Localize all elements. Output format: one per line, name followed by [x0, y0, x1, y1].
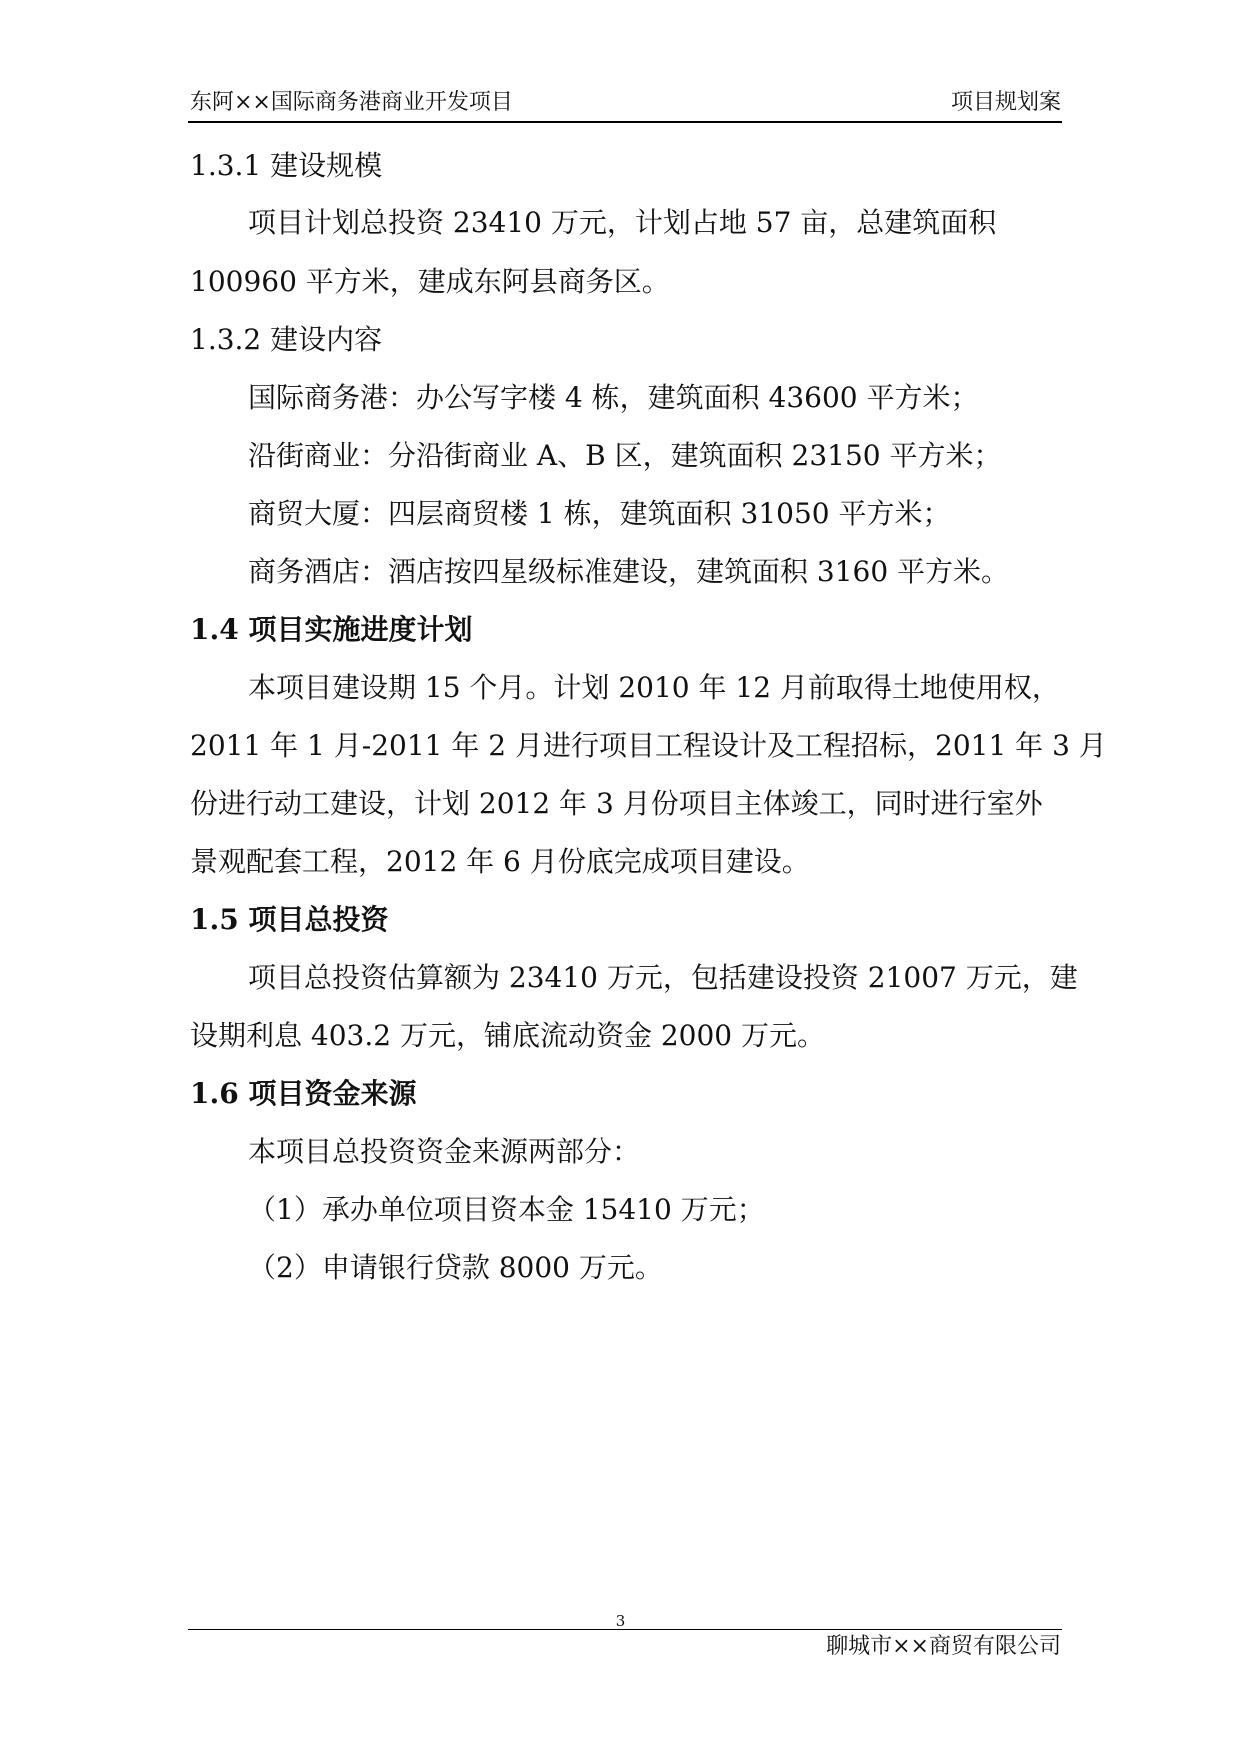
list-item: （2）申请银行贷款 8000 万元。	[248, 1251, 663, 1284]
section-heading-1-6: 1.6 项目资金来源	[190, 1077, 417, 1110]
footer-company: 聊城市××商贸有限公司	[826, 1634, 1061, 1659]
paragraph-line: 设期利息 403.2 万元，铺底流动资金 2000 万元。	[190, 1019, 826, 1052]
content-item: 国际商务港：办公写字楼 4 栋，建筑面积 43600 平方米；	[248, 381, 979, 414]
content-item: 商贸大厦：四层商贸楼 1 栋，建筑面积 31050 平方米；	[248, 497, 951, 530]
paragraph-line: 项目计划总投资 23410 万元，计划占地 57 亩，总建筑面积	[248, 206, 997, 239]
header-project-title: 东阿××国际商务港商业开发项目	[190, 90, 513, 115]
paragraph-line: 本项目总投资资金来源两部分：	[248, 1135, 641, 1168]
paragraph-line: 景观配套工程，2012 年 6 月份底完成项目建设。	[190, 845, 810, 878]
footer-divider	[188, 1629, 1062, 1630]
content-item: 商务酒店：酒店按四星级标准建设，建筑面积 3160 平方米。	[248, 555, 1010, 588]
section-heading-1-4: 1.4 项目实施进度计划	[190, 613, 473, 646]
header-doc-type: 项目规划案	[950, 90, 1061, 115]
section-heading-1-3-1: 1.3.1 建设规模	[190, 149, 383, 182]
section-heading-1-5: 1.5 项目总投资	[190, 903, 389, 936]
page-number: 3	[615, 1612, 626, 1630]
paragraph-line: 本项目建设期 15 个月。计划 2010 年 12 月前取得土地使用权，	[248, 671, 1060, 704]
paragraph-line: 项目总投资估算额为 23410 万元，包括建设投资 21007 万元，建	[248, 961, 1078, 994]
header-divider	[188, 121, 1062, 123]
content-item: 沿街商业：分沿街商业 A、B 区，建筑面积 23150 平方米；	[248, 439, 1002, 472]
paragraph-line: 100960 平方米，建成东阿县商务区。	[190, 265, 670, 298]
section-heading-1-3-2: 1.3.2 建设内容	[190, 323, 383, 356]
list-item: （1）承办单位项目资本金 15410 万元；	[248, 1193, 765, 1226]
paragraph-line: 2011 年 1 月-2011 年 2 月进行项目工程设计及工程招标，2011 年 3 月	[190, 729, 1107, 762]
paragraph-line: 份进行动工建设，计划 2012 年 3 月份项目主体竣工，同时进行室外	[190, 787, 1043, 820]
